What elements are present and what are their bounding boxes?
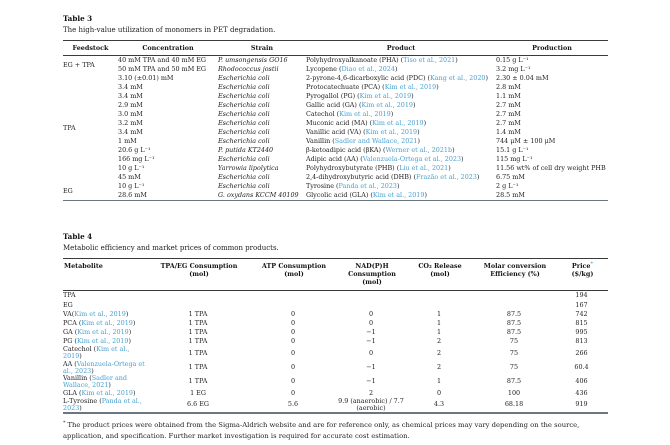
molar-efficiency-cell: 87.5: [506, 309, 522, 318]
concentration-cell: 3.4 mM: [118, 83, 143, 92]
strain-cell: Escherichia coli: [218, 173, 270, 182]
atp-cell: 0: [290, 388, 296, 397]
metabolite-cell: [63, 375, 147, 389]
metabolite-cell: [63, 389, 147, 398]
co2-cell: 1: [436, 318, 442, 327]
feedstock-group-label: TPA: [63, 123, 76, 132]
strain-cell: Escherichia coli: [218, 137, 270, 146]
concentration-cell: 3.2 mM: [118, 119, 143, 128]
metabolite-close: ): [79, 403, 82, 412]
product-close: ): [417, 128, 420, 137]
table4: [63, 258, 608, 414]
concentration-cell: 20.6 g L⁻¹: [118, 146, 151, 155]
co2-cell: 4.3: [433, 400, 445, 409]
table-row: [63, 56, 608, 66]
table-row: [63, 301, 608, 310]
column-header-metabolite: Metabolite: [64, 261, 103, 270]
citation-link[interactable]: Diao et al., 2024: [341, 65, 395, 74]
tpa-eg-cell: [147, 291, 251, 301]
table-row: [63, 375, 608, 389]
metabolite-cell: [63, 310, 147, 319]
metabolite-cell: [63, 346, 147, 360]
product-name: β-ketoadipic acid (βKA) (: [306, 146, 386, 155]
molar-efficiency-cell: 68.18: [504, 400, 524, 409]
product-name: Glycolic acid (GLA) (: [306, 191, 373, 200]
citation-link[interactable]: Kim et al., 2019: [359, 92, 412, 101]
metabolite-name: Vanillin (: [63, 374, 92, 382]
concentration-cell: 10 g L⁻¹: [118, 182, 145, 191]
molar-efficiency-cell: [473, 301, 557, 310]
metabolite-cell: [63, 291, 147, 301]
product-name: Gallic acid (GA) (: [306, 101, 362, 110]
tpa-eg-cell: 1 TPA: [188, 348, 208, 357]
table-row: [63, 173, 608, 182]
citation-link[interactable]: Panda et al., 2023: [338, 182, 397, 191]
product-close: ): [397, 182, 400, 191]
strain-cell: P. putida KT2440: [218, 146, 274, 155]
table-row: [63, 137, 608, 146]
production-cell: 2.7 mM: [496, 101, 521, 110]
citation-link[interactable]: Kim et al., 2019: [81, 318, 133, 327]
citation-link[interactable]: Kim et al., 2019: [63, 346, 130, 361]
table-row: [63, 128, 608, 137]
metabolite-cell: [63, 319, 147, 328]
nadph-cell: −1: [366, 328, 376, 337]
metabolite-name: Catechol (: [63, 346, 97, 354]
table-row: [63, 361, 608, 375]
strain-cell: Escherichia coli: [218, 101, 270, 110]
molar-efficiency-cell: [473, 291, 557, 301]
co2-cell: 2: [436, 348, 442, 357]
concentration-cell: 2.9 mM: [118, 101, 143, 110]
atp-cell: 0: [290, 348, 296, 357]
column-header-product: Product: [386, 43, 416, 52]
product-cell: [306, 65, 496, 74]
tpa-eg-cell: 1 TPA: [188, 328, 208, 337]
strain-cell: Escherichia coli: [218, 182, 270, 191]
metabolite-close: ): [128, 328, 132, 337]
footnote-text: The product prices were obtained from the Sigma-Aldrich website and are for reference only, as chemical prices may vary depending on the source, application, and specification. Further market investigation is required for accurate cost estimation.: [63, 421, 580, 440]
price-cell: 266: [575, 348, 588, 357]
table-row: [63, 346, 608, 360]
tpa-eg-cell: 1 EG: [190, 388, 206, 397]
table-row: [63, 83, 608, 92]
product-name: Muconic acid (MA) (: [306, 119, 373, 128]
citation-link[interactable]: Kim et al., 2019: [76, 337, 129, 346]
metabolite-name: AA (: [63, 360, 77, 368]
product-name: 2,4-dihydroxybutyric acid (DHB) (: [306, 173, 416, 182]
production-cell: 115 mg L⁻¹: [496, 155, 533, 164]
feedstock-group-label: EG: [63, 186, 73, 195]
product-close: ): [424, 191, 427, 200]
metabolite-name: GA (: [63, 328, 78, 337]
concentration-cell: 3.4 mM: [118, 128, 143, 137]
atp-cell: [251, 291, 337, 301]
co2-cell: [407, 291, 473, 301]
metabolite-close: ): [125, 309, 129, 318]
product-name: Adipic acid (AA) (: [306, 155, 363, 164]
table-row: [63, 155, 608, 164]
feedstock-group-label: EG + TPA: [63, 60, 95, 69]
nadph-cell: −1: [366, 363, 376, 372]
citation-link[interactable]: Kim et al., 2019: [77, 328, 129, 337]
column-header-concentration: Concentration: [142, 43, 194, 52]
table-row: [63, 337, 608, 346]
molar-efficiency-cell: 87.5: [506, 377, 522, 386]
product-cell: [306, 146, 496, 155]
table-row: [63, 65, 608, 74]
metabolite-name: VA(: [63, 309, 75, 318]
atp-cell: [251, 301, 337, 310]
table-row: [63, 191, 608, 201]
price-cell: 742: [575, 309, 588, 318]
tpa-eg-cell: 6.6 EG: [187, 400, 209, 409]
co2-cell: 1: [436, 328, 442, 337]
table-row: [63, 164, 608, 173]
product-cell: [306, 191, 496, 201]
table-row: [63, 328, 608, 337]
product-name: Protocatechuate (PCA) (: [306, 83, 385, 92]
product-cell: [306, 110, 496, 119]
atp-cell: 0: [290, 337, 296, 346]
metabolite-name: TPA: [63, 291, 76, 300]
table3-label: Table 3: [63, 14, 93, 23]
metabolite-name: L-Tyrosine (: [63, 397, 102, 405]
product-close: ): [412, 101, 416, 110]
concentration-cell: 40 mM TPA and 40 mM EG: [118, 56, 207, 65]
production-cell: 2.7 mM: [496, 110, 521, 119]
product-close: ): [448, 164, 451, 173]
concentration-cell: 45 mM: [118, 173, 141, 182]
citation-link[interactable]: Kim et al., 2019: [372, 191, 425, 200]
table-row: [63, 182, 608, 191]
table-row: [63, 101, 608, 110]
strain-cell: P. umsongensis GO16: [218, 56, 288, 65]
table-row: [63, 398, 608, 413]
metabolite-cell: [63, 301, 147, 310]
production-cell: 2.8 mM: [496, 83, 521, 92]
product-close: ): [476, 173, 480, 182]
production-cell: 1.4 mM: [496, 128, 521, 137]
product-cell: [306, 182, 496, 191]
table-row: [63, 389, 608, 398]
concentration-cell: 3.10 (±0.01) mM: [118, 74, 174, 83]
product-name: Lycopene (: [306, 65, 342, 74]
price-cell: 167: [575, 300, 588, 309]
production-cell: 15.1 g L⁻¹: [496, 146, 529, 155]
atp-cell: 0: [290, 318, 296, 327]
price-cell: 406: [575, 377, 588, 386]
production-cell: 6.75 mM: [496, 173, 525, 182]
table-row: [63, 119, 608, 128]
atp-cell: 0: [290, 377, 296, 386]
strain-cell: Escherichia coli: [218, 74, 270, 83]
product-close: ): [390, 110, 394, 119]
product-close: ): [485, 74, 488, 83]
production-cell: 1.1 mM: [496, 92, 521, 101]
metabolite-close: ): [79, 352, 82, 361]
product-cell: [306, 83, 496, 92]
strain-cell: Rhodococcus jostii: [218, 65, 279, 74]
tpa-eg-cell: 1 TPA: [188, 318, 208, 327]
product-cell: [306, 74, 496, 83]
co2-cell: 1: [436, 377, 442, 386]
product-name: Polyhydroxybutyrate (PHB) (: [306, 164, 400, 173]
concentration-cell: 28.6 mM: [118, 191, 147, 200]
production-cell: 0.15 g L⁻¹: [496, 56, 529, 65]
table4-label: Table 4: [63, 232, 93, 242]
footnote-marker: *: [63, 419, 66, 426]
table-row: [63, 146, 608, 155]
table4-caption: Metabolic efficiency and market prices of common products.: [63, 243, 279, 252]
citation-link[interactable]: Liu et al., 2021: [399, 164, 449, 173]
citation-link[interactable]: Kim et al., 2019: [365, 128, 418, 137]
product-name: 2-pyrone-4,6-dicarboxylic acid (PDC) (: [306, 74, 431, 83]
product-cell: [306, 164, 496, 173]
metabolite-cell: [63, 398, 147, 413]
atp-cell: 5.6: [287, 400, 299, 409]
column-header-feedstock: Feedstock: [72, 43, 109, 52]
strain-cell: Escherichia coli: [218, 83, 270, 92]
product-cell: [306, 155, 496, 164]
concentration-cell: 1 mM: [118, 137, 137, 146]
price-footnote-marker[interactable]: *: [590, 260, 594, 267]
molar-efficiency-cell: 87.5: [506, 318, 522, 327]
production-cell: 2.7 mM: [496, 119, 521, 128]
price-cell: 194: [575, 291, 588, 300]
citation-link[interactable]: Kim et al., 2019: [81, 388, 134, 397]
nadph-cell: 2: [368, 388, 374, 397]
citation-link[interactable]: Werner et al., 2021b: [385, 146, 453, 155]
strain-cell: Escherichia coli: [218, 128, 270, 137]
column-header-atp-consumption: ATP Consumption (mol): [261, 261, 327, 279]
metabolite-cell: [63, 328, 147, 337]
nadph-cell: −1: [366, 337, 376, 346]
table3: [63, 40, 608, 202]
nadph-cell: 9.9 (anaerobic) / 7.7 (aerobic): [338, 397, 404, 412]
production-cell: 2 g L⁻¹: [496, 182, 519, 191]
tpa-eg-cell: 1 TPA: [188, 363, 208, 372]
product-close: ): [423, 119, 427, 128]
production-cell: 2.30 ± 0.04 mM: [496, 74, 549, 83]
production-cell: 28.5 mM: [496, 191, 525, 200]
table4-header-row: [63, 258, 608, 290]
table3-caption: The high-value utilization of monomers in PET degradation.: [63, 25, 276, 34]
citation-link[interactable]: Valenzuela-Ortega et al., 2023: [362, 155, 462, 164]
production-cell: 744 μM ± 100 μM: [496, 137, 556, 146]
strain-cell: Escherichia coli: [218, 119, 270, 128]
product-close: ): [461, 155, 464, 164]
product-close: ): [455, 56, 458, 65]
price-cell: 436: [575, 388, 588, 397]
section-gap: [63, 201, 608, 232]
molar-efficiency-cell: 75: [509, 348, 519, 357]
citation-link[interactable]: Valenzuela-Ortega et al., 2023: [63, 360, 145, 375]
co2-cell: 0: [436, 388, 442, 397]
table-row: [63, 310, 608, 319]
column-header-strain: Strain: [250, 43, 274, 52]
tpa-eg-cell: [147, 301, 251, 310]
product-close: ): [436, 83, 439, 92]
product-close: ): [452, 146, 455, 155]
product-cell: [306, 128, 496, 137]
concentration-cell: 10 g L⁻¹: [118, 164, 145, 173]
tpa-eg-cell: 1 TPA: [188, 309, 208, 318]
metabolite-name: GLA (: [63, 388, 82, 397]
product-name: Polyhydroxyalkanoate (PHA) (: [306, 56, 404, 65]
product-name: Vanillic acid (VA) (: [306, 128, 366, 137]
table-row: [63, 74, 608, 83]
metabolite-close: ): [133, 388, 136, 397]
column-header-molar-efficiency: Molar conversion Efficiency (%): [483, 261, 547, 279]
metabolite-name: EG: [63, 300, 73, 309]
product-close: ): [417, 137, 420, 146]
production-cell: 11.56 wt% of cell dry weight PHB: [496, 164, 606, 173]
product-cell: [306, 137, 496, 146]
citation-link[interactable]: Sadler and Wallace, 2021: [63, 374, 127, 389]
table-row: [63, 319, 608, 328]
tpa-eg-cell: 1 TPA: [188, 377, 208, 386]
page-content: [63, 14, 608, 441]
nadph-cell: [337, 291, 407, 301]
co2-cell: 1: [436, 309, 442, 318]
concentration-cell: 3.4 mM: [118, 92, 143, 101]
product-name: Tyrosine (: [306, 182, 339, 191]
citation-link[interactable]: Kim et al., 2019: [74, 309, 126, 318]
metabolite-close: ): [108, 380, 111, 389]
product-name: Catechol (: [306, 110, 340, 119]
nadph-cell: 0: [368, 348, 374, 357]
concentration-cell: 166 mg L⁻¹: [118, 155, 155, 164]
citation-link[interactable]: Kim et al., 2019: [339, 110, 391, 119]
price-cell: 995: [575, 328, 588, 337]
citation-link[interactable]: Kim et al., 2019: [384, 83, 437, 92]
column-header-tpa-eg-consumption: TPA/EG Consumption (mol): [160, 261, 238, 279]
concentration-cell: 3.0 mM: [118, 110, 143, 119]
table-row: [63, 291, 608, 301]
strain-cell: G. oxydans KCCM 40109: [218, 191, 299, 200]
metabolite-close: ): [128, 337, 131, 346]
citation-link[interactable]: Frazão et al., 2023: [415, 173, 477, 182]
price-cell: 813: [575, 337, 588, 346]
nadph-cell: [337, 301, 407, 310]
product-cell: [306, 173, 496, 182]
citation-link[interactable]: Tiso et al., 2021: [403, 56, 456, 65]
footnote: [63, 420, 608, 441]
metabolite-close: ): [132, 318, 136, 327]
column-header-price: Price* ($/kg): [571, 260, 594, 279]
product-cell: [306, 101, 496, 110]
product-cell: [306, 119, 496, 128]
product-cell: [306, 92, 496, 101]
strain-cell: Escherichia coli: [218, 92, 270, 101]
product-name: Pyrogallol (PG) (: [306, 92, 360, 101]
table-row: [63, 110, 608, 119]
atp-cell: 0: [290, 363, 296, 372]
citation-link[interactable]: Kim et al., 2019: [361, 101, 413, 110]
product-close: ): [394, 65, 398, 74]
molar-efficiency-cell: 100: [507, 388, 521, 397]
nadph-cell: −1: [366, 377, 376, 386]
citation-link[interactable]: Sadler and Wallace, 2021: [334, 137, 418, 146]
atp-cell: 0: [290, 328, 296, 337]
product-close: ): [411, 92, 414, 101]
product-name: Vanillin (: [306, 137, 335, 146]
metabolite-cell: [63, 361, 147, 375]
co2-cell: 2: [436, 363, 442, 372]
co2-cell: [407, 301, 473, 310]
price-cell: 815: [575, 318, 588, 327]
co2-cell: 2: [436, 337, 442, 346]
concentration-cell: 50 mM TPA and 50 mM EG: [118, 65, 207, 74]
molar-efficiency-cell: 87.5: [506, 328, 522, 337]
column-header-production: Production: [532, 43, 572, 52]
metabolite-close: ): [91, 366, 94, 375]
metabolite-name: PCA (: [63, 318, 82, 327]
citation-link[interactable]: Kang et al., 2020: [430, 74, 486, 83]
column-header-nadph-consumption: NAD(P)H Consumption (mol): [348, 261, 396, 287]
table-row: [63, 92, 608, 101]
citation-link[interactable]: Panda et al., 2023: [63, 397, 142, 412]
metabolite-cell: [63, 337, 147, 346]
molar-efficiency-cell: 75: [509, 337, 519, 346]
metabolite-name: PG (: [63, 337, 77, 346]
molar-efficiency-cell: 75: [509, 363, 519, 372]
strain-cell: Escherichia coli: [218, 155, 270, 164]
price-cell: 919: [575, 400, 588, 409]
table3-header-row: [63, 40, 608, 56]
nadph-cell: 0: [368, 309, 374, 318]
atp-cell: 0: [290, 309, 296, 318]
citation-link[interactable]: Kim et al., 2019: [372, 119, 424, 128]
price-cell: 60.4: [574, 363, 589, 372]
strain-cell: Yarrowia lipolytica: [218, 164, 279, 173]
strain-cell: Escherichia coli: [218, 110, 270, 119]
product-cell: [306, 56, 496, 66]
production-cell: 3.2 mg L⁻¹: [496, 65, 531, 74]
tpa-eg-cell: 1 TPA: [188, 337, 208, 346]
nadph-cell: 0: [368, 318, 374, 327]
column-header-co2-release: CO₂ Release (mol): [418, 261, 462, 279]
